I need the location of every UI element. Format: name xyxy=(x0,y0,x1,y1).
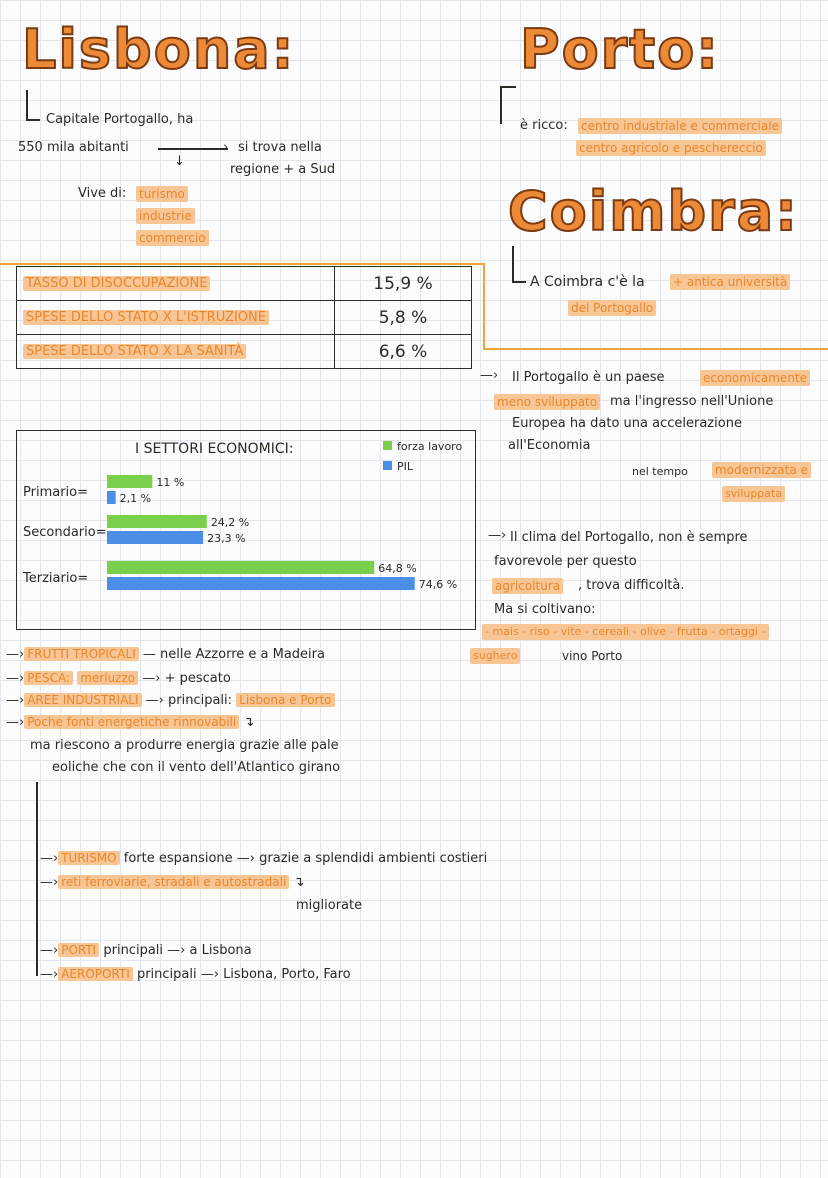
category-label: Terziario= xyxy=(23,571,89,586)
legend-swatch xyxy=(383,461,392,470)
climate-hl1: agricoltura xyxy=(492,578,563,594)
arrow-icon: —› xyxy=(488,528,507,543)
down-arrow-icon: ↓ xyxy=(174,154,185,169)
economy-line4: all'Economia xyxy=(508,438,591,453)
climate-line3: , trova difficoltà. xyxy=(578,578,685,593)
stat-label: SPESE DELLO STATO X L'ISTRUZIONE xyxy=(17,301,335,335)
lisbona-vive-label: Vive di: xyxy=(78,186,127,201)
bar xyxy=(107,531,203,544)
bar xyxy=(107,475,152,488)
data-label: 64,8 % xyxy=(378,562,417,575)
tourism-item: —› reti ferroviarie, stradali e autostradali ↴ xyxy=(40,875,305,890)
vive-item-turismo: turismo xyxy=(136,186,188,202)
economy-line1: Il Portogallo è un paese xyxy=(512,370,665,385)
porto-item-1: centro industriale e commerciale xyxy=(578,118,782,134)
data-label: 74,6 % xyxy=(418,578,458,591)
bar xyxy=(107,577,415,590)
vive-item-commercio: commercio xyxy=(136,230,209,246)
table-row xyxy=(17,301,472,335)
table-row xyxy=(17,267,472,301)
vive-item-industrie: industrie xyxy=(136,208,195,224)
economy-hl2: meno sviluppato xyxy=(494,394,600,410)
stat-value: 5,8 % xyxy=(335,301,472,335)
economy-line5: nel tempo xyxy=(632,465,688,478)
stat-label: TASSO DI DISOCCUPAZIONE xyxy=(17,267,335,301)
chart-title: I SETTORI ECONOMICI: xyxy=(135,441,294,457)
table-row xyxy=(17,335,472,369)
bar xyxy=(107,491,116,504)
climate-hl2: sughero xyxy=(470,648,520,664)
coimbra-text: A Coimbra c'è la xyxy=(530,274,645,290)
climate-line2: favorevole per questo xyxy=(494,554,637,569)
lisbona-title: Lisbona: xyxy=(22,18,296,81)
coimbra-hl1: + antica università xyxy=(670,274,790,290)
porto-ricco-label: è ricco: xyxy=(520,118,568,133)
stats-table xyxy=(16,266,472,369)
legend-label: PIL xyxy=(397,460,414,473)
climate-crops: - mais - riso - vite - cereali - olive - frutta - ortaggi - xyxy=(482,624,769,640)
resource-item: —› Poche fonti energetiche rinnovabili ↴ xyxy=(6,715,255,730)
resource-item: —› FRUTTI TROPICALI — nelle Azzorre e a Madeira xyxy=(6,647,325,662)
tourism-item: —› TURISMO forte espansione —› grazie a splendidi ambienti costieri xyxy=(40,851,488,866)
sectors-chart xyxy=(16,430,476,630)
climate-line5: vino Porto xyxy=(562,649,623,663)
data-label: 24,2 % xyxy=(210,516,250,529)
stat-value: 6,6 % xyxy=(335,335,472,369)
sectors-chart-svg xyxy=(17,431,475,629)
economy-hl3: modernizzata e xyxy=(712,462,811,478)
arrow-icon: › xyxy=(223,140,229,155)
economy-hl1: economicamente xyxy=(700,370,810,386)
tourism-item: —› PORTI principali —› a Lisbona xyxy=(40,943,252,958)
economy-line2: ma l'ingresso nell'Unione xyxy=(610,394,774,409)
lisbona-capital-line2: 550 mila abitanti xyxy=(18,140,129,155)
arrow-icon: —› xyxy=(480,368,499,383)
tourism-migliorate: migliorate xyxy=(296,898,363,913)
climate-line1: Il clima del Portogallo, non è sempre xyxy=(510,530,748,545)
stat-label: SPESE DELLO STATO X LA SANITÀ xyxy=(17,335,335,369)
resource-item: —› AREE INDUSTRIALI —› principali: Lisbona e Porto xyxy=(6,692,335,709)
economy-line3: Europea ha dato una accelerazione xyxy=(512,416,742,431)
coimbra-title: Coimbra: xyxy=(508,180,799,243)
coimbra-hl2: del Portogallo xyxy=(568,300,656,316)
energy-line2: eoliche che con il vento dell'Atlantico girano xyxy=(52,760,341,775)
data-label: 2,1 % xyxy=(119,492,152,505)
bar xyxy=(107,515,207,528)
stat-value: 15,9 % xyxy=(335,267,472,301)
legend-swatch xyxy=(383,441,392,450)
lisbona-region-line2: regione + a Sud xyxy=(230,162,336,177)
economy-hl4: sviluppata xyxy=(722,486,785,502)
lisbona-capital-line1: Capitale Portogallo, ha xyxy=(46,112,194,127)
data-label: 23,3 % xyxy=(207,532,246,545)
porto-item-2: centro agricolo e peschereccio xyxy=(576,140,766,156)
climate-line4: Ma si coltivano: xyxy=(494,602,596,617)
data-label: 11 % xyxy=(156,476,185,489)
bar xyxy=(107,561,374,574)
energy-line1: ma riescono a produrre energia grazie alle pale xyxy=(30,738,339,753)
category-label: Secondario= xyxy=(23,525,107,540)
resource-item: —› PESCA: merluzzo —› + pescato xyxy=(6,671,231,686)
porto-title: Porto: xyxy=(520,18,720,81)
legend-label: forza lavoro xyxy=(397,440,463,453)
tourism-item: —› AEROPORTI principali —› Lisbona, Porto, Faro xyxy=(40,967,351,982)
lisbona-region-line1: si trova nella xyxy=(238,140,322,155)
category-label: Primario= xyxy=(23,485,88,500)
